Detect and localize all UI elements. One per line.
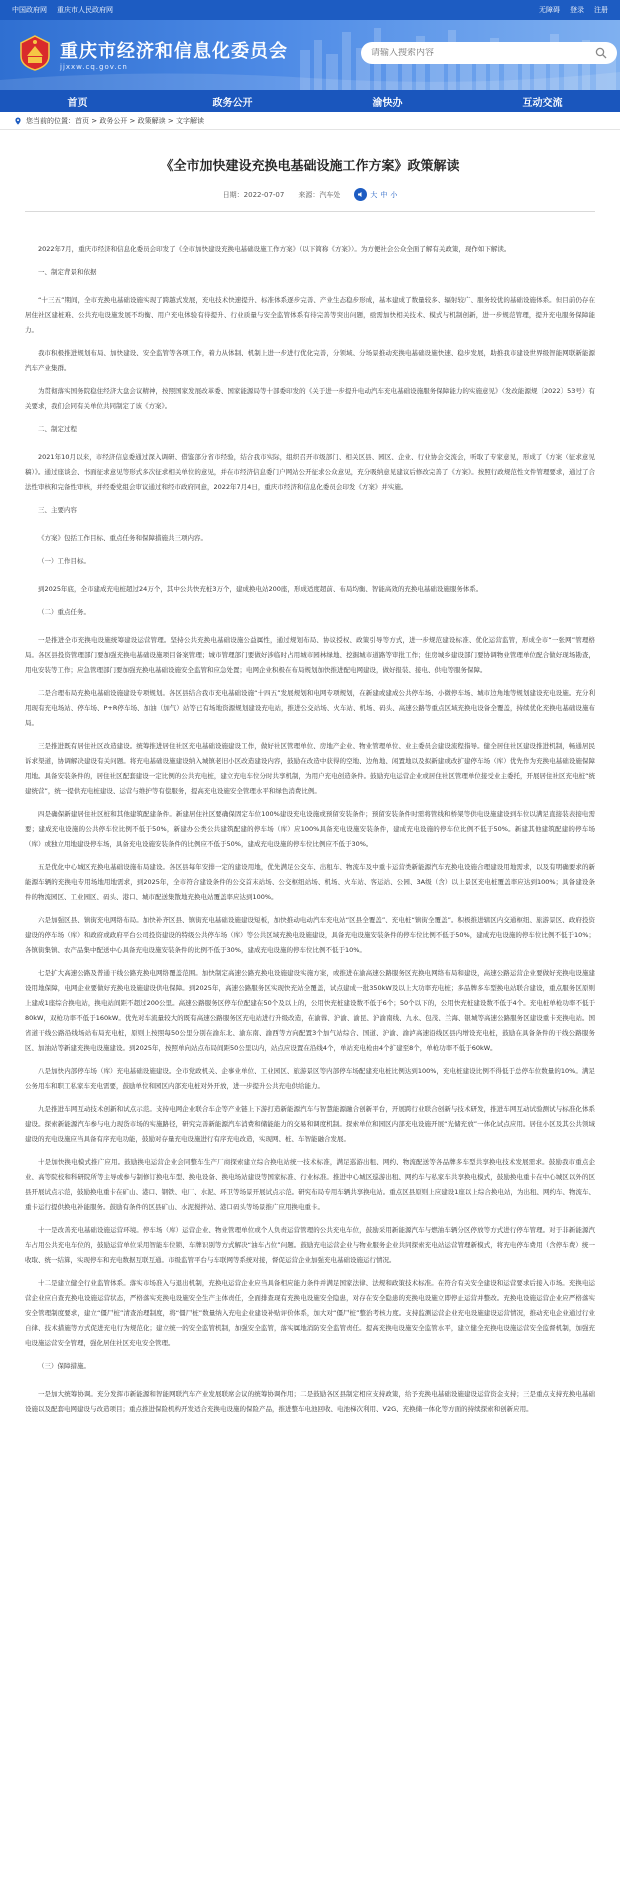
paragraph: 一是加大统筹协调。充分发挥市新能源和智能网联汽车产业发展联席会议的统筹协调作用；二是鼓励各区县制定相应支持政策，给予充换电基础设施建设运营资金支持；三是重点支持充换电基础设施以及配套电网建设与改造项目；重点推进保险机构开发适合充换电设施的保险产品，推进整车电池回收、电池梯次利用、V2G、充换储一体化等方面的持续探索和创新应用。 <box>25 1390 595 1413</box>
paragraph: 四是确保新建居住社区桩和其他建筑配建条件。新建居住社区要确保固定车位100%建设充电设施或预留安装条件；预留安装条件时需将管线和桥架等供电设施建设到车位以满足直接装表接电需要；建成充电设施的公共停车位比例不低于50%，新建办公类公共建筑配建的停车场（库）应100%具备充电设施安装条件，建成充电设施的停车位比例不低于50%。新建其他建筑配建的停车场（库）或独立用地建设停车场，具备充电设施安装条件的比例应不低于50%，建成充电设施的停车位比例应不低于30%。 <box>25 810 595 848</box>
paragraph: 二是合理布局充换电基础设施建设专项规划。各区县结合我市充电基础设施“十四五”发展规划和电网专项规划，在新建或建成公共停车场、小微停车场、城市边角地等规划建设充电设施。充分利用现有充电场站、停车场、P+R停车场、加油（加气）站等已有场地资源规划建设充电站，推进公交站场、火车站、机场、码头、高速公路等重点区域充换电设备全覆盖，持续优化充换电基础设施布局。 <box>25 689 595 727</box>
nav-yukuaiban[interactable]: 渝快办 <box>372 97 403 109</box>
header-banner <box>0 20 620 90</box>
section-heading: （一）工作目标。 <box>38 557 90 565</box>
search-icon[interactable] <box>595 47 607 59</box>
section-heading: 一、制定背景和依据 <box>38 268 97 276</box>
paragraph: 十二是建立健全行业监管体系。落实市场准入与退出机制，充换电运营企业应当具备相应能力条件并满足国家法律、法规和政策技术标准。在符合有关安全建设和运营要求后接入市场。充换电运营企业应自查充换电设施运营状态，严格落实充换电设施安全生产主体责任，全面排查现有充换电设施安全隐患，对存在安全隐患的充换电设施立即停止运营并整改。充换电设施运营企业应严格落实安全管理制度要求，建立“僵尸桩”清查治理制度，将“僵尸桩”数量纳入充电企业建设补贴评价体系，加大对“僵尸桩”整治考核力度。支持监测运营企业充电设施建设运营情况，推动充电企业通过行业自律、技术措施等方式促进充电行为规范化；建立统一的安全监管机制，加强安全监管，落实属地消防安全监管责任。提高充换电设施安全监管水平，建立健全充换电设施运营安全监督机制，加强充电设施运营安全管理，强化居住社区充电安全管理。 <box>25 1279 595 1347</box>
link-login[interactable]: 登录 <box>570 6 584 14</box>
search-box <box>361 42 617 64</box>
nav-gov-affairs[interactable]: 政务公开 <box>212 97 253 109</box>
site-title: 重庆市经济和信息化委员会 <box>60 41 288 62</box>
article-title: 《全市加快建设充换电基础设施工作方案》政策解读 <box>160 159 460 174</box>
paragraph: 《方案》包括工作目标、重点任务和保障措施共三项内容。 <box>38 534 207 542</box>
breadcrumb-text[interactable]: 您当前的位置：首页 > 政务公开 > 政策解读 > 文字解读 <box>26 116 204 125</box>
article-date: 日期：2022-07-07 <box>222 190 285 199</box>
top-left-links <box>12 5 113 15</box>
main-nav <box>0 90 620 112</box>
link-accessibility[interactable]: 无障碍 <box>539 6 560 14</box>
paragraph: “十三五”期间，全市充换电基础设施实现了跨越式发展，充电技术快速提升、标准体系逐步完善、产业生态稳步形成，基本建成了数量较多、辐射较广、服务较优的基础设施体系。但目前仍存在居住社区建桩难、公共充电设施发展不均衡、用户充电体验有待提升、行业质量与安全监管体系有待完善等突出问题，亟需加快相关技术、模式与机制创新，进一步规范管理，提升充电服务保障能力。 <box>25 296 595 334</box>
paragraph: 2021年10月以来，市经济信息委通过深入调研、借鉴部分省市经验，结合我市实际，组织召开市级部门、相关区县、园区、企业、行业协会交流会，听取了专家意见，形成了《方案（征求意见稿）》。通过座谈会、书面征求意见等形式多次征求相关单位的意见，并在市经济信息委门户网站公开征求公众意见，充分吸纳意见建议后修改完善了《方案》。按照行政规范性文件管理要求，通过了合法性审核和完备性审核，并经委党组会审议通过和经市政府同意，2022年7月4日，重庆市经济和信息化委员会印发《方案》并实施。 <box>25 453 595 491</box>
location-pin-icon <box>14 117 22 125</box>
link-cq-gov[interactable]: 重庆市人民政府网 <box>57 6 113 14</box>
nav-home[interactable]: 首页 <box>67 97 88 109</box>
top-right-links <box>539 5 608 15</box>
link-register[interactable]: 注册 <box>594 6 608 14</box>
paragraph: 七是扩大高速公路及普通干线公路充换电网络覆盖范围。加快制定高速公路充换电设施建设实施方案，或推进在渝高速公路服务区充换电网络布局和建设，高速公路运营企业要做好充换电设施建设用地保障，电网企业要做好充换电设施建设供电保障。到2025年，高速公路服务区实现快充站全覆盖，试点建成一批350kW及以上大功率充电桩；多品牌多车型换电站联合建设，重点服务区原则上建成1座综合换电站，换电站间距不超过200公里。高速公路服务区停车位配建在50个及以上的，公用快充桩建设数不低于6个；50个以下的，公用快充桩建设数不低于4个。充电桩单枪功率不低于80kW，双枪功率不低于160kW。优先对车流量较大的既有高速公路服务区充电站进行升级改造，在渝蓉、沪渝、渝昆、沪渝南线、九永、包茂、兰海、银城等高速公路服务区建设重卡充换电站。国省道干线公路沿线场站布局充电桩，原则上按照每50公里分别在渝东北、渝东南、渝西等方向配置3个加气站综合、国道、沪渝、渝泸高速沿线区县内增设充电桩，鼓励在具备条件的干线公路服务区、加油站等新建充换电设施建设。到2025年，按照单向站点布局间距50公里以内，站点应设置在沿线4个，单站充电枪由4个扩建至8个，单枪功率不低于60kW。 <box>25 969 595 1052</box>
font-size-switcher <box>354 188 397 201</box>
link-china-gov[interactable]: 中国政府网 <box>12 6 47 14</box>
paragraph: 一是推进全市充换电设施统筹建设运营管理。坚持公共充换电基础设施公益属性，通过规划布局、协议授权、政策引导等方式，进一步规范建设标准、优化运营监管，形成全市“一张网”管理格局。各区县投资管理部门要加强充换电基础设施项目备案管理；城市管理部门要做好涉临时占用城市园林绿地、挖掘城市道路等审批工作；住房城乡建设部门要协调物业管理单位配合做好现场勘查，用电安装等工作；应急管理部门要加强充换电基础设施安全监管和应急处置；电网企业积极在布局规划加快推进配电网建设，做好报装、接电、供电等服务保障。 <box>25 636 595 674</box>
national-emblem-logo <box>18 34 52 72</box>
site-url: jjxxw.cq.gov.cn <box>60 63 128 71</box>
section-heading: （二）重点任务。 <box>38 608 90 616</box>
paragraph: 五是优化中心城区充换电基础设施布局建设。各区县每年安排一定的建设用地，优先满足公交车、出租车、物流车及中重卡运营类新能源汽车充换电设施合理建设用地需求，以及有明确要求的新能源车辆的充换电专用场地用地需求，到2025年，全市符合建设条件的公交首末站场、公交枢纽站场、机场、火车站、客运站、公园、3A级（含）以上景区充电桩覆盖率应达到100%；具备建设条件的物流园区、工业园区、码头、港口、城市配送集散地充换电站覆盖率应达到100%。 <box>25 863 595 901</box>
top-bar <box>0 0 620 20</box>
font-size-large[interactable]: 大 <box>370 190 378 199</box>
paragraph: 六是加强区县、镇街充电网络布局。加快补齐区县、镇街充电基础设施建设短板，加快推动电动汽车充电站“区县全覆盖”、充电桩“镇街全覆盖”。积极推进辖区内交通枢纽、旅游景区、政府投资建设的停车场（库）和政府或政府平台公司投资建设的特级公共停车场（库）等公共区域充换电设施建设，具备充电设施安装条件的停车位比例不低于50%，建成充电设施的停车位比例不低于10%；各镇街集镇、农产品集中配送中心具备充电设施安装条件的比例不低于30%，建成充电设施的停车位比例不低于10%。 <box>25 916 595 954</box>
section-heading: 二、制定过程 <box>38 425 77 433</box>
read-aloud-icon[interactable] <box>354 188 367 201</box>
nav-interaction[interactable]: 互动交流 <box>522 97 563 109</box>
section-heading: 三、主要内容 <box>38 506 77 514</box>
paragraph: 为贯彻落实国务院稳住经济大盘会议精神，按照国家发展改革委、国家能源局等十部委印发的《关于进一步提升电动汽车充电基础设施服务保障能力的实施意见》（发改能源规〔2022〕53号）有关要求，我们会同有关单位共同制定了该《方案》。 <box>25 387 595 410</box>
article-meta <box>25 188 595 201</box>
paragraph: 我市积极推进规划布局、加快建设、安全监管等各项工作，着力从体制、机制上进一步进行优化完善，分领域、分场景推动充换电基础设施快速、稳步发展，助推我市建设世界级智能网联新能源汽车产业集群。 <box>25 349 595 372</box>
paragraph: 到2025年底，全市建成充电桩超过24万个，其中公共快充桩3万个，建成换电站200座，形成适度超前、布局均衡、智能高效的充换电基础设施服务体系。 <box>38 585 483 593</box>
article <box>0 158 620 1417</box>
paragraph: 三是推进既有居住社区改造建设。统筹推进居住社区充电基础设施建设工作，做好社区管理单位、房地产企业、物业管理单位、业主委员会建设流程指导。健全居住社区建设推进机制，畅通居民诉求渠道，协调解决建设有关问题。将充电基础设施建设纳入城镇老旧小区改造建设内容，鼓励在改造中获得的空地、边角地、闲置地以及拟新建或改扩建停车场（库）优先作为充换电基础设施保障用地。具备安装条件的，居住社区配套建设一定比例的公共充电桩，建立充电车位分时共享机制，为用户充电创造条件。鼓励充电运营企业或居住社区管理单位接受业主委托，开展居住社区充电桩“统建统营”，统一提供充电桩建设、运营与维护等有偿服务，提高充电设施安全管理水平和绿色消费比例。 <box>25 742 595 795</box>
search-input[interactable] <box>371 48 595 58</box>
font-size-small[interactable]: 小 <box>390 190 398 199</box>
font-size-medium[interactable]: 中 <box>380 190 388 199</box>
article-source: 来源：汽车处 <box>298 190 341 199</box>
paragraph: 2022年7月，重庆市经济和信息化委员会印发了《全市加快建设充换电基础设施工作方案》（以下简称《方案》）。为方便社会公众全面了解有关政策，现作如下解读。 <box>38 245 511 253</box>
paragraph: 十是加快换电模式推广应用。鼓励换电运营企业会同整车生产厂商探索建立综合换电站统一技术标准，满足巡游出租、网约、物流配送等各品牌多车型共享换电技术发展需求。鼓励我市重点企业、高等院校和科研院所等主导或参与制修订换电车型、换电设备、换电场站建设等国家标准、行业标准。推进中心城区巡游出租、网约车与私家车共享换电模式，鼓励换电重卡在中心城区以外的区县开展试点示范，鼓励换电重卡在矿山、港口、钢铁、电厂、水泥、环卫等场景开展试点示范。研究布局专用车辆共享换电站。重点区县原则上应建设1座以上综合换电站，为出租、网约车、物流车、重卡运行提供换电补能服务。鼓励有条件的区县矿山、水泥搅拌站、港口码头等场景推广应用换电重卡。 <box>25 1158 595 1211</box>
breadcrumb <box>0 112 620 130</box>
paragraph: 十一是改善充电基础设施运营环境。停车场（库）运营企业、物业管理单位或个人负责运营管理的公共充电车位，鼓励采用新能源汽车与燃油车辆分区停放等方式进行停车管理。对于非新能源汽车占用公共充电车位的，鼓励运营单位采用智能车位锁、车牌识别等方式解决“油车占位”问题。鼓励充电运营企业与物业服务企业共同探索充电站运营管理新模式，将充电停车费用（含停车费）统一收取、统一结算，实现停车和充电数据互联互通。市级监管平台与车联网等系统对接，督促运营企业加强充电基础设施运行情况。 <box>25 1226 595 1264</box>
paragraph: 九是推进车网互动技术创新和试点示范。支持电网企业联合车企等产业链上下游打造新能源汽车与智慧能源融合创新平台，开展跨行业联合创新与技术研发，推进车网互动试验测试与标准化体系建设。探索新能源汽车参与电力现货市场的实施路径，研究完善新能源汽车消费和储能能力的交易和调度机制。探索单位和园区内部充电设施开展“光储充放”一体化试点应用。居住小区及其公共领域建设的充电设施应当具备有序充电功能，鼓励对存量充电设施进行有序充电改造，实现网、桩、车智能融合发展。 <box>25 1105 595 1143</box>
section-heading: （三）保障措施。 <box>38 1362 90 1370</box>
paragraph: 八是加快内部停车场（库）充电基础设施建设。全市党政机关、企事业单位、工业园区、旅游景区等内部停车场配建充电桩比例达到100%，充电桩建设比例不得低于总停车位数量的10%。满足公务用车和职工私家车充电需要，鼓励单位和园区内部充电桩对外开放，进一步提升公共充电供给能力。 <box>25 1067 595 1090</box>
article-body <box>25 212 595 1417</box>
